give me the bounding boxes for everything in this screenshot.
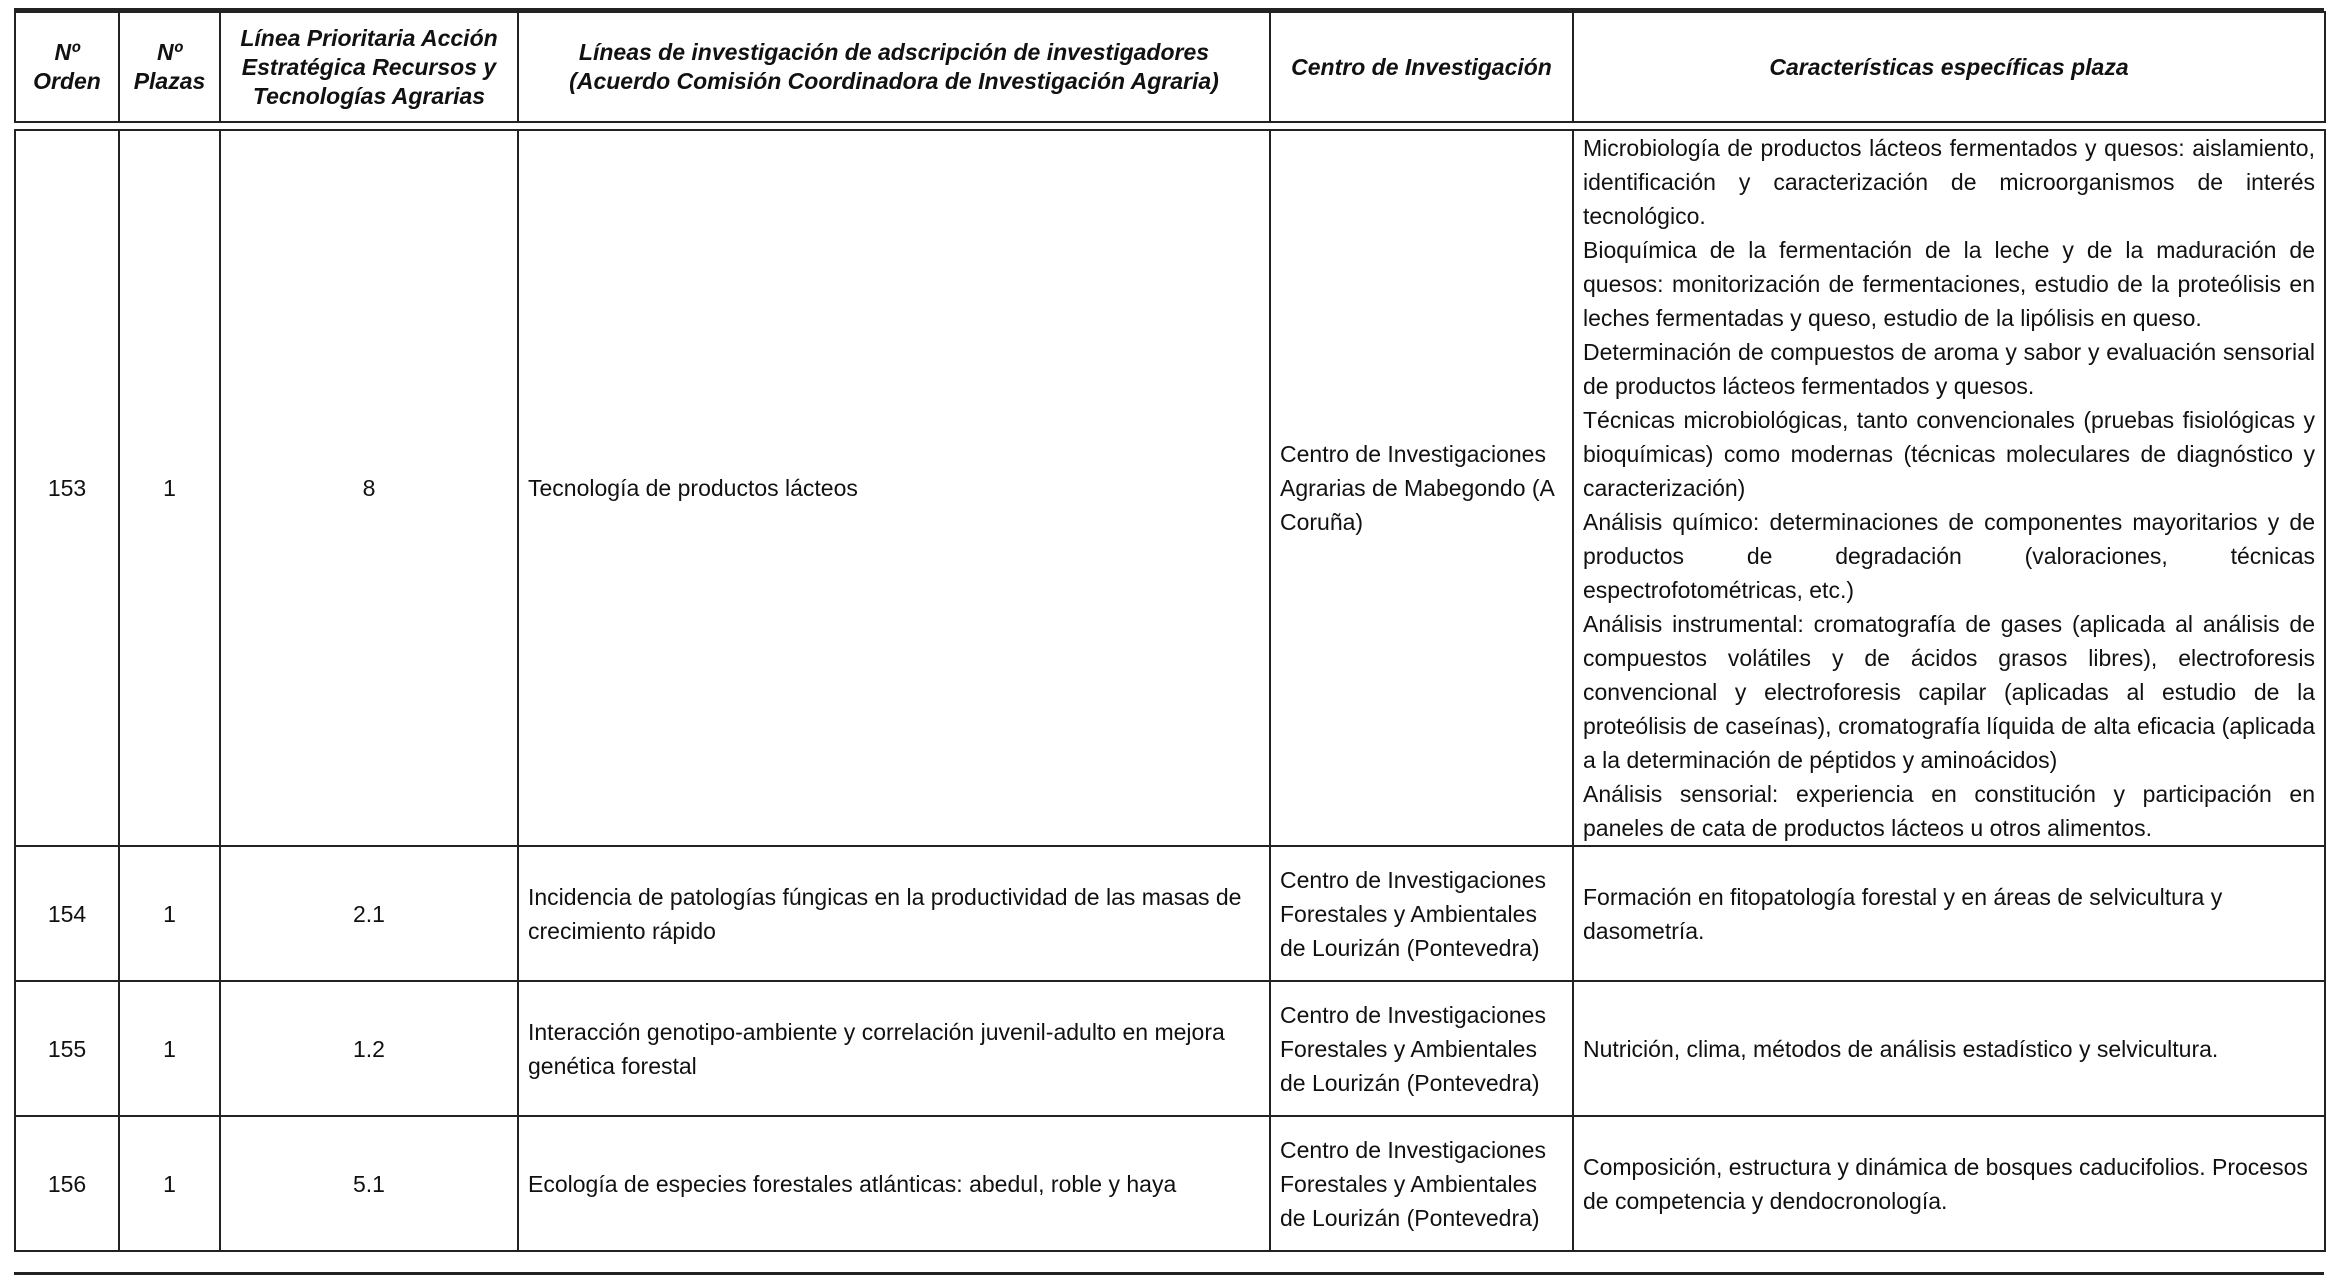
caracteristica-item: Formación en fitopatología forestal y en áreas de selvicultura y dasometría. — [1583, 883, 2223, 944]
cell-plazas: 1 — [119, 1116, 220, 1251]
cell-centro: Centro de Investigaciones Agrarias de Mabegondo (A Coruña) — [1270, 130, 1573, 846]
caracteristica-item: Composición, estructura y dinámica de bosques caducifolios. Procesos de competencia y dendocronología. — [1583, 1153, 2308, 1214]
cell-orden: 154 — [15, 846, 119, 981]
cell-plazas: 1 — [119, 981, 220, 1116]
caracteristica-item: Análisis instrumental: cromatografía de gases (aplicada al análisis de compuestos volátiles y de ácidos grasos libres), electroforesis convencional y electroforesis capilar (aplicadas al estudio de la proteólisis de caseínas), cromatografía líquida de alta eficacia (aplicada a la determinación de péptidos y aminoácidos) — [1583, 611, 2315, 773]
cell-centro: Centro de Investigaciones Forestales y Ambientales de Lourizán (Pontevedra) — [1270, 1116, 1573, 1251]
cell-centro: Centro de Investigaciones Forestales y Ambientales de Lourizán (Pontevedra) — [1270, 981, 1573, 1116]
cell-plazas: 1 — [119, 130, 220, 846]
caracteristica-item: Análisis químico: determinaciones de componentes mayoritarios y de productos de degradación (valoraciones, técnicas espectrofotométricas, etc.) — [1583, 509, 2315, 603]
header-caracteristicas: Características específicas plaza — [1573, 12, 2325, 122]
header-plazas: Nº Plazas — [119, 12, 220, 122]
header-row — [15, 12, 2325, 122]
cell-linea-investigacion: Interacción genotipo-ambiente y correlación juvenil-adulto en mejora genética forestal — [518, 981, 1270, 1116]
header-centro: Centro de Investigación — [1270, 12, 1573, 122]
caracteristica-item: Microbiología de productos lácteos fermentados y quesos: aislamiento, identificación y caracterización de microorganismos de interés tecnológico. — [1583, 135, 2315, 229]
caracteristica-item: Determinación de compuestos de aroma y sabor y evaluación sensorial de productos lácteos fermentados y quesos. — [1583, 339, 2315, 399]
cell-caracteristicas — [1573, 981, 2325, 1116]
header-lineas-investigacion: Líneas de investigación de adscripción de investigadores (Acuerdo Comisión Coordinadora de Investigación Agraria) — [518, 12, 1270, 122]
header-gap — [15, 122, 2325, 130]
table-row — [15, 846, 2325, 981]
cell-caracteristicas — [1573, 1116, 2325, 1251]
cell-orden: 156 — [15, 1116, 119, 1251]
table-row — [15, 130, 2325, 846]
cell-linea-investigacion: Tecnología de productos lácteos — [518, 130, 1270, 846]
cell-linea-prioritaria: 8 — [220, 130, 518, 846]
cell-centro: Centro de Investigaciones Forestales y Ambientales de Lourizán (Pontevedra) — [1270, 846, 1573, 981]
caracteristica-item: Técnicas microbiológicas, tanto convencionales (pruebas fisiológicas y bioquímicas) como modernas (técnicas moleculares de diagnóstico y caracterización) — [1583, 407, 2315, 501]
cell-orden: 153 — [15, 130, 119, 846]
table-row — [15, 1116, 2325, 1251]
caracteristica-item: Análisis sensorial: experiencia en constitución y participación en paneles de cata de productos lácteos u otros alimentos. — [1583, 781, 2315, 841]
caracteristica-item: Nutrición, clima, métodos de análisis estadístico y selvicultura. — [1583, 1035, 2219, 1062]
table-row — [15, 981, 2325, 1116]
cell-linea-investigacion: Ecología de especies forestales atlánticas: abedul, roble y haya — [518, 1116, 1270, 1251]
bottom-rule — [14, 1272, 2324, 1275]
cell-linea-investigacion: Incidencia de patologías fúngicas en la productividad de las masas de crecimiento rápido — [518, 846, 1270, 981]
cell-linea-prioritaria: 2.1 — [220, 846, 518, 981]
cell-linea-prioritaria: 5.1 — [220, 1116, 518, 1251]
cell-orden: 155 — [15, 981, 119, 1116]
research-positions-table — [14, 11, 2326, 1252]
cell-plazas: 1 — [119, 846, 220, 981]
cell-caracteristicas — [1573, 130, 2325, 846]
cell-linea-prioritaria: 1.2 — [220, 981, 518, 1116]
caracteristica-item: Bioquímica de la fermentación de la leche y de la maduración de quesos: monitorización de fermentaciones, estudio de la proteólisis en leches fermentadas y queso, estudio de la lipólisis en queso. — [1583, 237, 2315, 331]
cell-caracteristicas — [1573, 846, 2325, 981]
header-linea-prioritaria: Línea Prioritaria Acción Estratégica Recursos y Tecnologías Agrarias — [220, 12, 518, 122]
header-orden: Nº Orden — [15, 12, 119, 122]
